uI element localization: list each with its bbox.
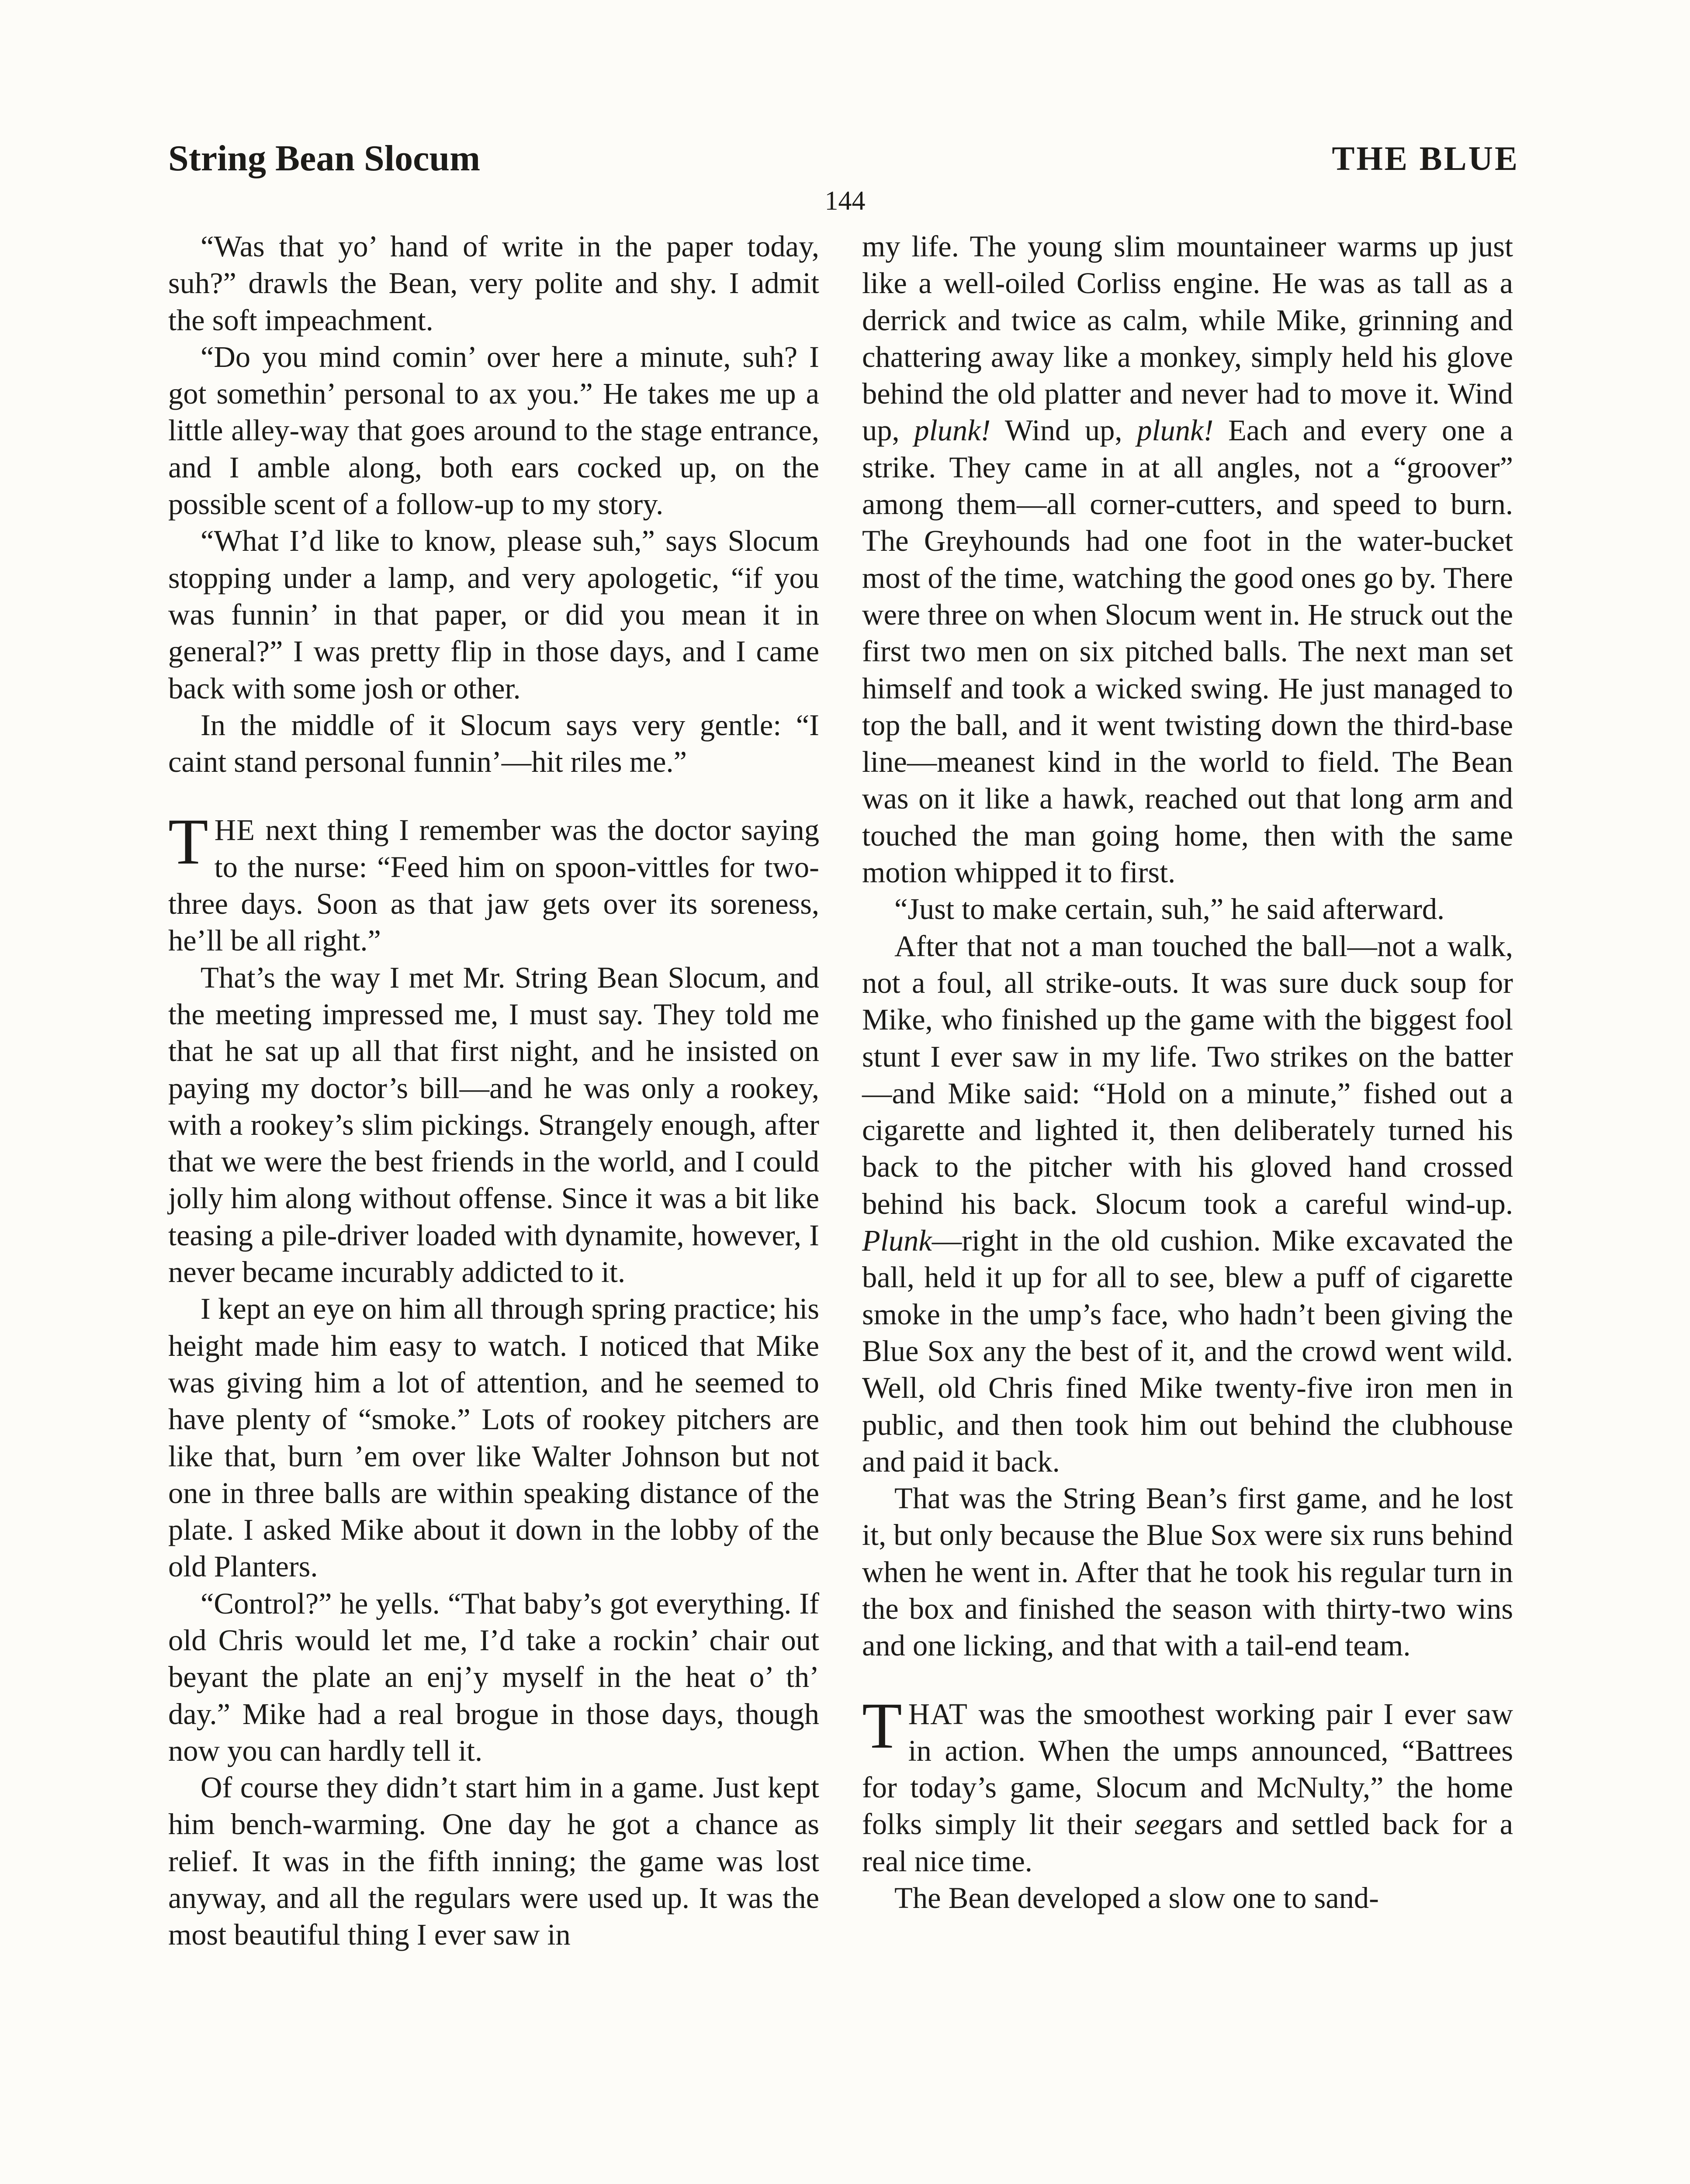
- paragraph: “What I’d like to know, please suh,” says Slocum stopping under a lamp, and very apologetic, “if you was funnin’ in that paper, or did you mean it in general?” I was pretty flip in those days, and I came back with some josh or other.: [168, 524, 819, 705]
- paragraph-text: my life. The young slim mountaineer warms up just like a well-oiled Corliss engine. He was as tall as a derrick and twice as calm, while Mike, grinning and chattering away like a monkey, simply held his glove behind the old platter and never had to move it. Wind up,: [862, 230, 1513, 447]
- italic-text: Plunk: [862, 1224, 932, 1258]
- right-column: [862, 228, 1513, 1916]
- small-caps-lead: HE: [214, 813, 255, 847]
- paragraph: I kept an eye on him all through spring practice; his height made him easy to watch. I noticed that Mike was giving him a lot of attention, and he seemed to have plenty of “smoke.” Lots of rookey pitchers are like that, burn ’em over like Walter Johnson but not one in three balls are within speaking distance of the plate. I asked Mike about it down in the lobby of the old Planters.: [168, 1292, 819, 1583]
- paragraph: Of course they didn’t start him in a game. Just kept him bench-warming. One day he got a chance as relief. It was in the fifth inning; the game was lost anyway, and all the regulars were used up. It was the most beautiful thing I ever saw in: [168, 1771, 819, 1952]
- paragraph: “Do you mind comin’ over here a minute, suh? I got somethin’ personal to ax you.” He takes me up a little alley-way that goes around to the stage entrance, and I amble along, both ears cocked up, on the possible scent of a follow-up to my story.: [168, 340, 819, 521]
- paragraph-text: next thing I remember was the doctor saying to the nurse: “Feed him on spoon-vittles for two-three days. Soon as that jaw gets over its soreness, he’ll be all right.”: [168, 813, 819, 957]
- story-title: String Bean Slocum: [168, 138, 481, 179]
- section-opening-paragraph: [168, 805, 819, 959]
- running-head: [168, 135, 1519, 183]
- paragraph: That’s the way I met Mr. String Bean Slocum, and the meeting impressed me, I must say. They told me that he sat up all that first night, and he insisted on paying my doctor’s bill—and he was only a rookey, with a rookey’s slim pickings. Strangely enough, after that we were the best friends in the world, and I could jolly him along without offense. Since it was a bit like teasing a pile-driver loaded with dynamite, however, I never became incurably addicted to it.: [168, 961, 819, 1289]
- paragraph: In the middle of it Slocum says very gentle: “I caint stand personal funnin’—hit riles me.”: [168, 708, 819, 779]
- paragraph-text: Each and every one a strike. They came in at all angles, not a “groover” among them—all corner-cutters, and speed to burn. The Greyhounds had one foot in the water-bucket most of the time, watching the good ones go by. There were three on when Slocum went in. He struck out the first two men on six pitched balls. The next man set himself and took a wicked swing. He just managed to top the ball, and it went twisting down the third-base line—meanest kind in the world to field. The Bean was on it like a hawk, reached out that long arm and touched the man going home, then with the same motion whipped it to first.: [862, 414, 1513, 889]
- magazine-title: THE BLUE: [1332, 139, 1519, 177]
- left-column: [168, 228, 819, 1953]
- italic-text: plunk!: [1137, 414, 1214, 447]
- paragraph: “Just to make certain, suh,” he said afterward.: [894, 892, 1445, 926]
- paragraph: That was the String Bean’s first game, and he lost it, but only because the Blue Sox were six runs behind when he went in. After that he took his regular turn in the box and finished the season with thirty-two wins and one licking, and that with a tail-end team.: [862, 1482, 1513, 1662]
- italic-text: see: [1134, 1807, 1173, 1841]
- paragraph-text: After that not a man touched the ball—not a walk, not a foul, all strike-outs. It was sure duck soup for Mike, who finished up the game with the biggest fool stunt I ever saw in my life. Two strikes on the batter—and Mike said: “Hold on a minute,” fished out a cigarette and lighted it, then deliberately turned his back to the pitcher with his gloved hand crossed behind his back. Slocum took a careful wind-up.: [862, 929, 1513, 1220]
- section-opening-paragraph: [862, 1689, 1513, 1880]
- drop-cap: T: [168, 805, 208, 878]
- paragraph-text: Wind up,: [990, 414, 1137, 447]
- paragraph: The Bean developed a slow one to sand-: [894, 1881, 1379, 1915]
- paragraph-text: gars and settled back for a real nice time.: [862, 1807, 1513, 1878]
- paragraph-text: was the smoothest working pair I ever saw in action. When the umps announced, “Battrees for today’s game, Slocum and McNulty,” the home folks simply lit their: [862, 1697, 1513, 1841]
- paragraph: “Was that yo’ hand of write in the paper today, suh?” drawls the Bean, very polite and shy. I admit the soft impeachment.: [168, 230, 819, 337]
- continued-paragraph: [862, 228, 1513, 891]
- italic-text: plunk!: [914, 414, 991, 447]
- paragraph: “Control?” he yells. “That baby’s got everything. If old Chris would let me, I’d take a rockin’ chair out beyant the plate an enj’y myself in the heat o’ th’ day.” Mike had a real brogue in those days, though now you can hardly tell it.: [168, 1586, 819, 1767]
- drop-cap: T: [862, 1689, 902, 1762]
- page-number: 144: [824, 186, 866, 216]
- paragraph: [862, 928, 1513, 1480]
- paragraph-text: —right in the old cushion. Mike excavated the ball, held it up for all to see, blew a puff of cigarette smoke in the ump’s face, who hadn’t been giving the Blue Sox any the best of it, and the crowd went wild. Well, old Chris fined Mike twenty-five iron men in public, and then took him out behind the clubhouse and paid it back.: [862, 1224, 1513, 1478]
- small-caps-lead: HAT: [908, 1697, 968, 1731]
